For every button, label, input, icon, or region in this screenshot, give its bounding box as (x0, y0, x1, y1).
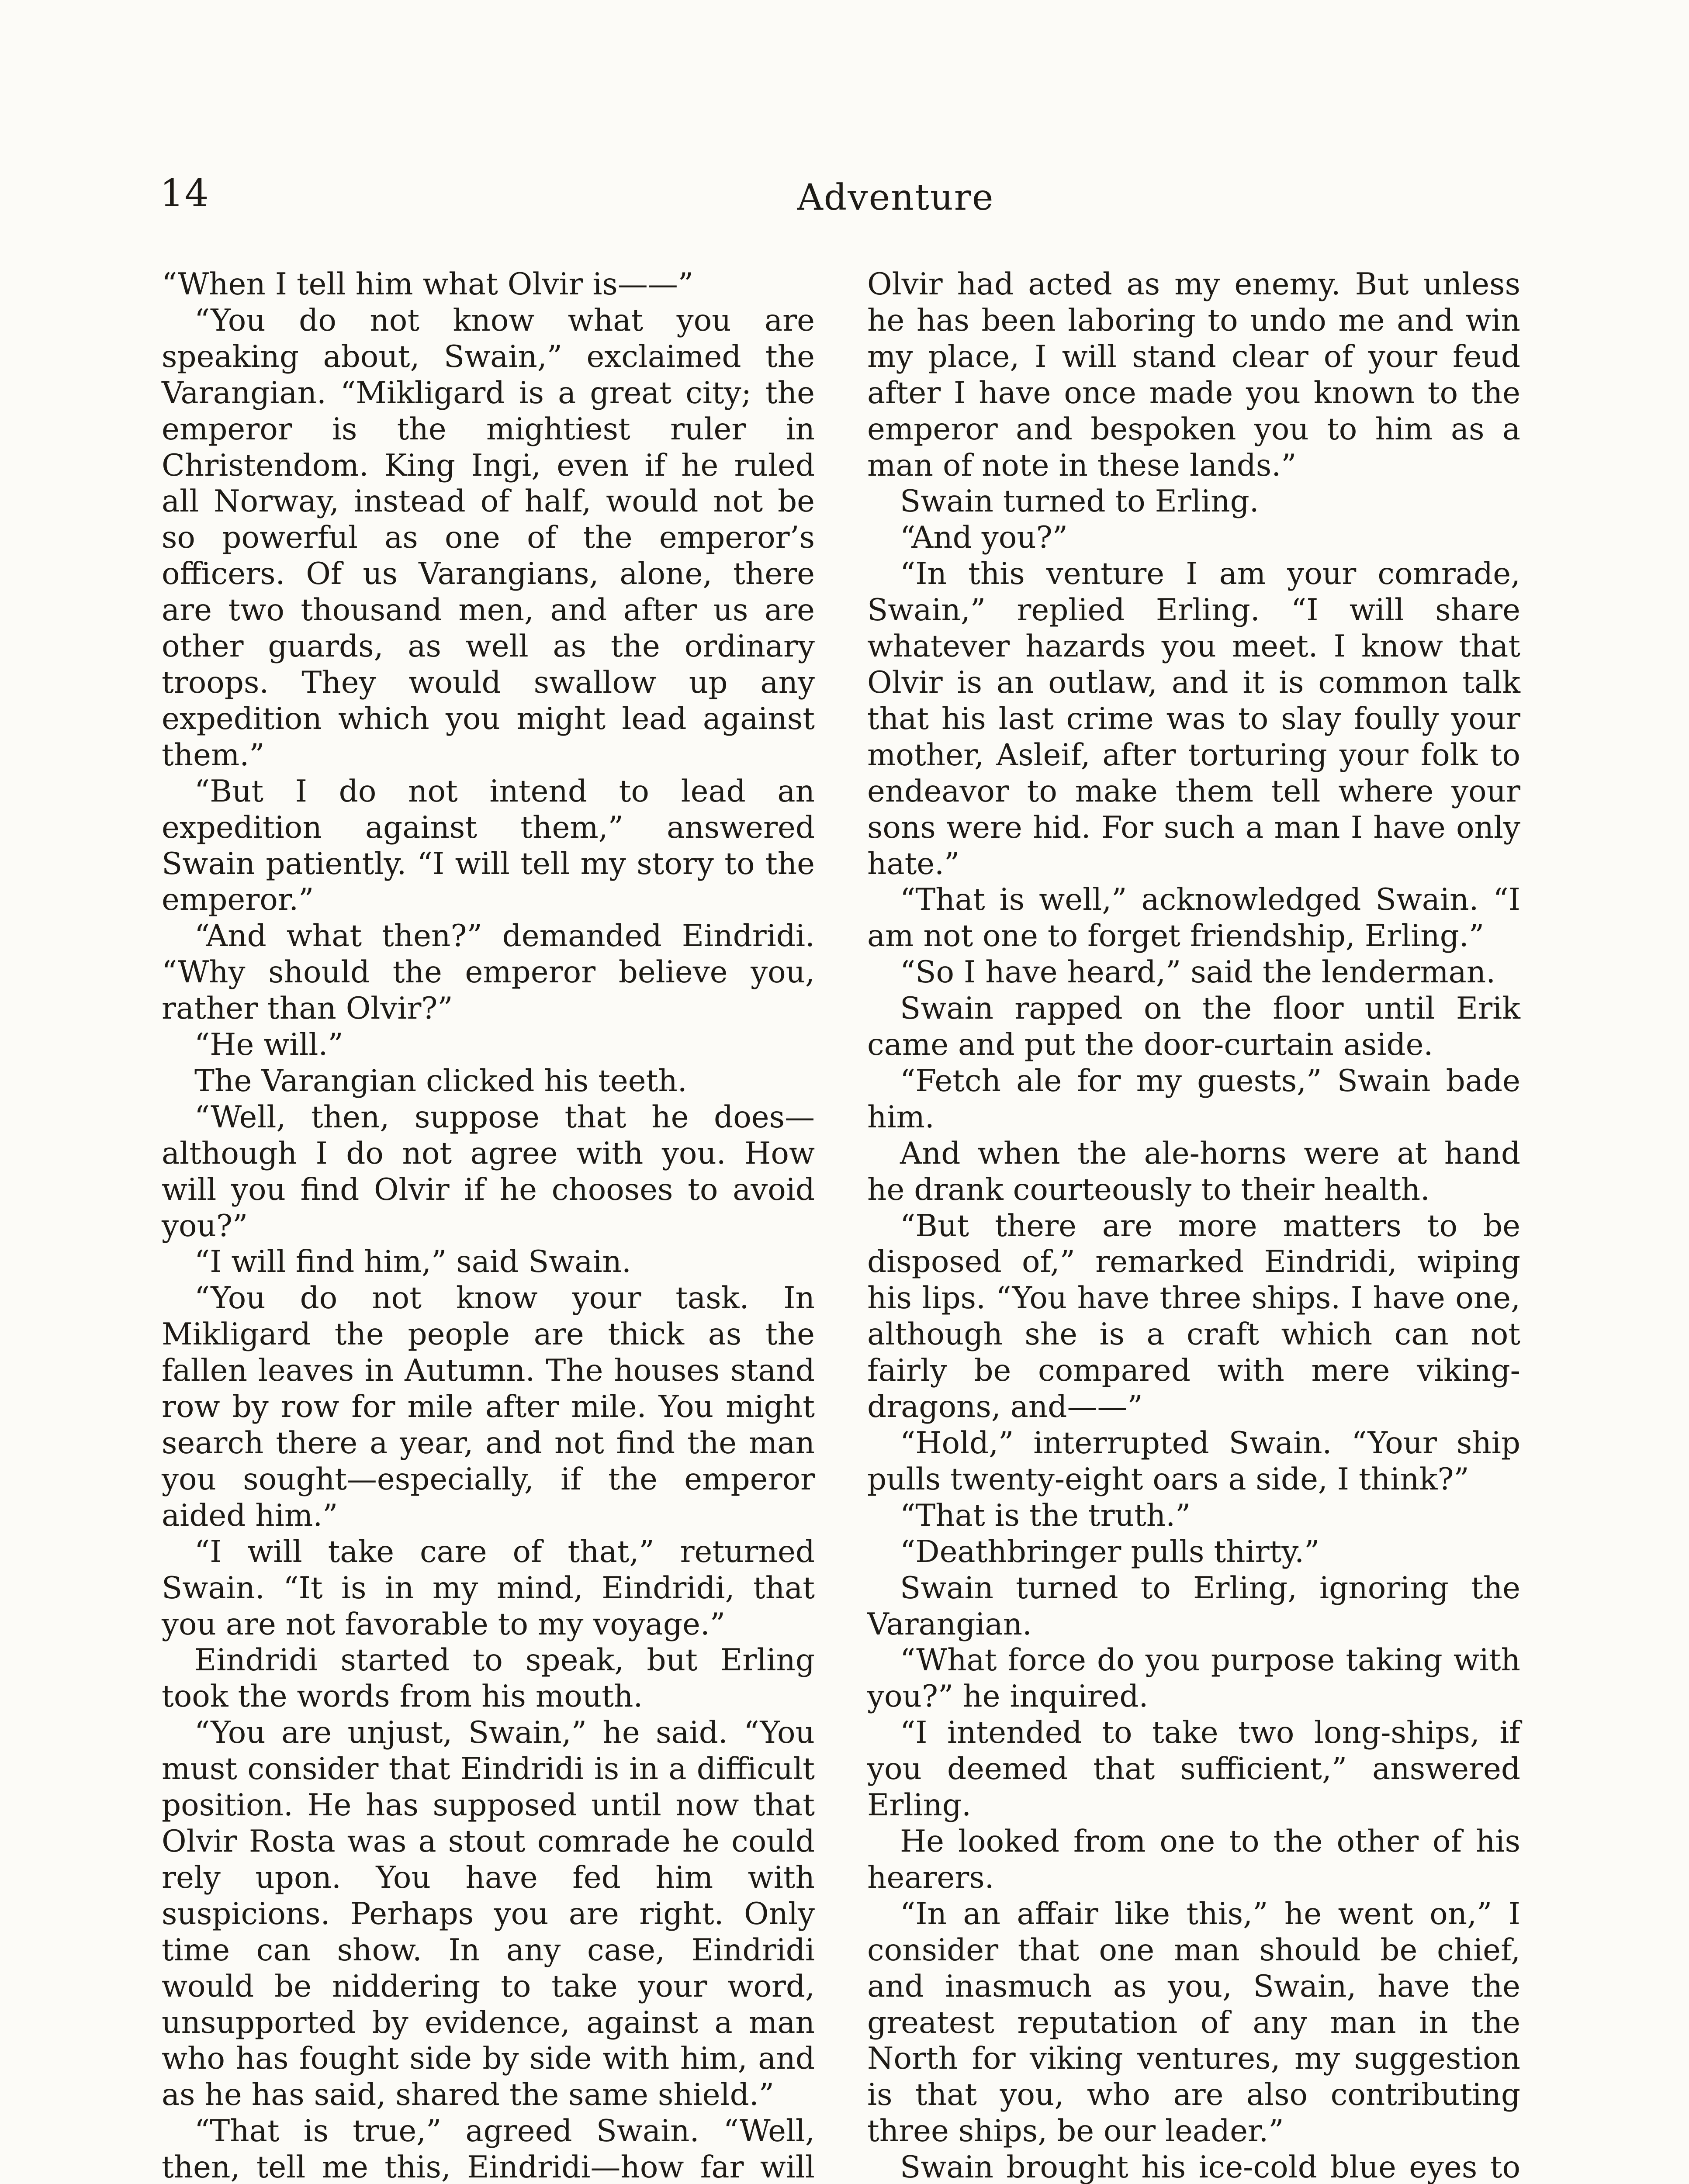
paragraph: “That is the truth.” (900, 1498, 1191, 1533)
paragraph: “He will.” (194, 1027, 343, 1063)
paragraph: “I will take care of that,” returned Swain. “It is in my mind, Eindridi, that you are not favorable to my voyage.” (162, 1534, 815, 1642)
text-column-right (867, 266, 1520, 2184)
paragraph: “In this venture I am your comrade, Swain,” replied Erling. “I will share whatever hazards you meet. I know that Olvir is an outlaw, and it is common talk that his last crime was to slay foully your mother, Asleif, after torturing your folk to endeavor to make them tell where your sons were hid. For such a man I have only hate.” (867, 556, 1520, 881)
paragraph: “That is well,” acknowledged Swain. “I am not one to forget friendship, Erling.” (867, 882, 1520, 954)
paragraph: He looked from one to the other of his hearers. (867, 1824, 1520, 1895)
page-number: 14 (160, 172, 210, 215)
paragraph: Swain rapped on the floor until Erik came and put the door-curtain aside. (867, 991, 1520, 1063)
paragraph: “Well, then, suppose that he does—although I do not agree with you. How will you find Olvir if he chooses to avoid you?” (162, 1099, 815, 1244)
running-title: Adventure (797, 177, 994, 218)
paragraph: “Hold,” interrupted Swain. “Your ship pulls twenty-eight oars a side, I think?” (867, 1426, 1520, 1497)
paragraph: “Fetch ale for my guests,” Swain bade him. (867, 1063, 1520, 1135)
paragraph: “When I tell him what Olvir is——” (162, 267, 694, 302)
paragraph: Swain turned to Erling. (900, 484, 1259, 519)
paragraph: “But there are more matters to be disposed of,” remarked Eindridi, wiping his lips. “You have three ships. I have one, although she is a craft which can not fairly be compared with mere viking-dragons, and——” (867, 1208, 1520, 1425)
paragraph: “Deathbringer pulls thirty.” (900, 1534, 1320, 1569)
paragraph: “I intended to take two long-ships, if you deemed that sufficient,” answered Erling. (867, 1715, 1520, 1823)
paragraph: “You are unjust, Swain,” he said. “You must consider that Eindridi is in a difficult position. He has supposed until now that Olvir Rosta was a stout comrade he could rely upon. You have fed him with suspicions. Perhaps you are right. Only time can show. In any case, Eindridi would be niddering to take your word, unsupported by evidence, against a man who has fought side by side with him, and as he has said, shared the same shield.” (162, 1715, 815, 2113)
paragraph: “You do not know what you are speaking about, Swain,” exclaimed the Varangian. “Mikligard is a great city; the emperor is the mightiest ruler in Christendom. King Ingi, even if he ruled all Norway, instead of half, would not be so powerful as one of the emperor’s officers. Of us Varangians, alone, there are two thousand men, and after us are other guards, as well as the ordinary troops. They would swallow up any expedition which you might lead against them.” (162, 303, 815, 773)
paragraph: Swain turned to Erling, ignoring the Varangian. (867, 1570, 1520, 1642)
paragraph: “I will find him,” said Swain. (194, 1244, 631, 1280)
paragraph: “And you?” (900, 520, 1068, 556)
paragraph: The Varangian clicked his teeth. (194, 1063, 687, 1099)
paragraph: Swain brought his ice-cold blue eyes to (900, 2150, 1520, 2184)
paragraph: “You do not know your task. In Mikligard the people are thick as the fallen leaves in Autumn. The houses stand row by row for mile after mile. You might search there a year, and not find the man you sought—especially, if the emperor aided him.” (162, 1281, 815, 1533)
paragraph: “What force do you purpose taking with you?” he inquired. (867, 1643, 1520, 1714)
text-column-left (162, 266, 815, 2184)
paragraph: “In an affair like this,” he went on,” I consider that one man should be chief, and inasmuch as you, Swain, have the greatest reputation of any man in the North for viking ventures, my suggestion is that you, who are also contributing three ships, be our leader.” (867, 1896, 1520, 2149)
paragraph: “But I do not intend to lead an expedition against them,” answered Swain patiently. “I will tell my story to the emperor.” (162, 774, 815, 918)
paragraph: “So I have heard,” said the lenderman. (900, 955, 1496, 990)
paragraph: Olvir had acted as my enemy. But unless he has been laboring to undo me and win my place, I will stand clear of your feud after I have once made you known to the emperor and bespoken you to him as a man of note in these lands.” (867, 267, 1520, 483)
paragraph: “And what then?” demanded Eindridi. “Why should the emperor believe you, rather than Olvir?” (162, 919, 815, 1026)
paragraph: Eindridi started to speak, but Erling took the words from his mouth. (162, 1643, 815, 1714)
paragraph: And when the ale-horns were at hand he drank courteously to their health. (867, 1136, 1520, 1207)
paragraph: “That is true,” agreed Swain. “Well, then, tell me this, Eindridi—how far will (162, 2114, 815, 2184)
